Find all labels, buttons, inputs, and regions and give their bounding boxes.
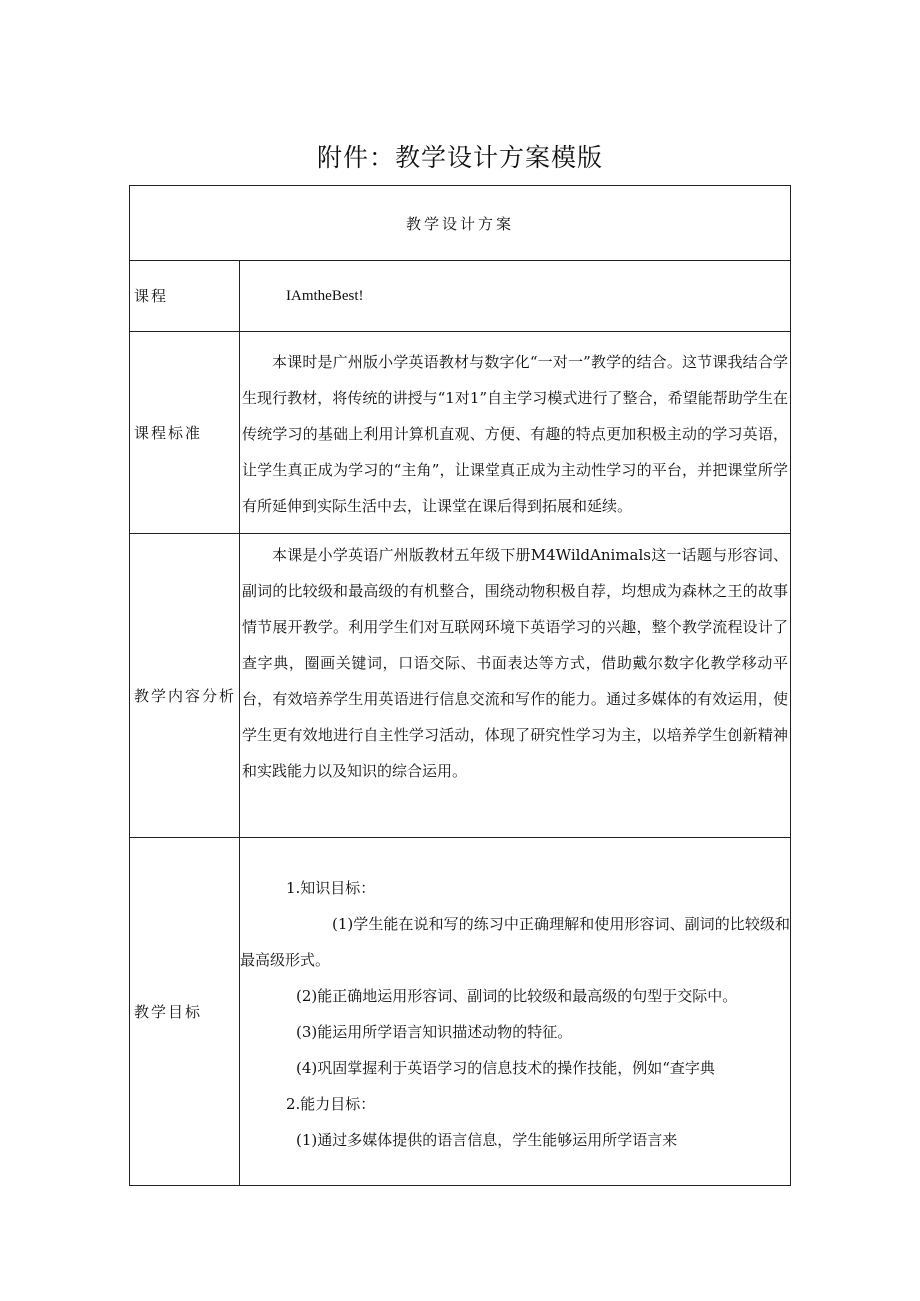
- knowledge-item: (4)巩固掌握利于英语学习的信息技术的操作技能，例如“查字典: [296, 1059, 715, 1077]
- course-row: [130, 261, 791, 332]
- table-header-row: [130, 186, 791, 261]
- content-analysis-text: 本课是小学英语广州版教材五年级下册M4WildAnimals这一话题与形容词、副词的比较级和最高级的有机整合，围绕动物积极自荐，均想成为森林之王的故事情节展开教学。利用学生们对互联网环境下英语学习的兴趣，整个教学流程设计了查字典，圈画关键词，口语交际、书面表达等方式，借助戴尔数字化教学移动平台，有效培养学生用英语进行信息交流和写作的能力。通过多媒体的有效运用，使学生更有效地进行自主性学习活动，体现了研究性学习为主，以培养学生创新精神和实践能力以及知识的综合运用。: [242, 546, 788, 780]
- content-analysis-label: 教学内容分析: [130, 534, 240, 838]
- objectives-row: [130, 838, 791, 1186]
- lesson-plan-table: [129, 185, 791, 1186]
- ability-heading: 2.能力目标：: [286, 1095, 376, 1113]
- course-label: 课程: [130, 261, 240, 332]
- standard-label: 课程标准: [130, 332, 240, 534]
- knowledge-item: (2)能正确地运用形容词、副词的比较级和最高级的句型于交际中。: [296, 987, 738, 1005]
- standard-row: [130, 332, 791, 534]
- knowledge-heading: 1.知识目标：: [286, 879, 376, 897]
- table-header: 教学设计方案: [130, 186, 791, 261]
- knowledge-item: (1)学生能在说和写的练习中正确理解和使用形容词、副词的比较级和最高级形式。: [240, 915, 790, 969]
- ability-item: (1)通过多媒体提供的语言信息，学生能够运用所学语言来: [296, 1131, 678, 1149]
- standard-text: 本课时是广州版小学英语教材与数字化“一对一”教学的结合。这节课我结合学生现行教材，将传统的讲授与“1对1”自主学习模式进行了整合，希望能帮助学生在传统学习的基础上利用计算机直观、方便、有趣的特点更加积极主动的学习英语，让学生真正成为学习的“主角”，让课堂真正成为主动性学习的平台，并把课堂所学有所延伸到实际生活中去，让课堂在课后得到拓展和延续。: [242, 352, 788, 515]
- document-title: 附件：教学设计方案模版: [316, 143, 603, 172]
- course-value: IAmtheBest!: [240, 261, 791, 332]
- objectives-label: 教学目标: [130, 838, 240, 1186]
- knowledge-item: (3)能运用所学语言知识描述动物的特征。: [296, 1023, 573, 1041]
- content-analysis-row: [130, 534, 791, 838]
